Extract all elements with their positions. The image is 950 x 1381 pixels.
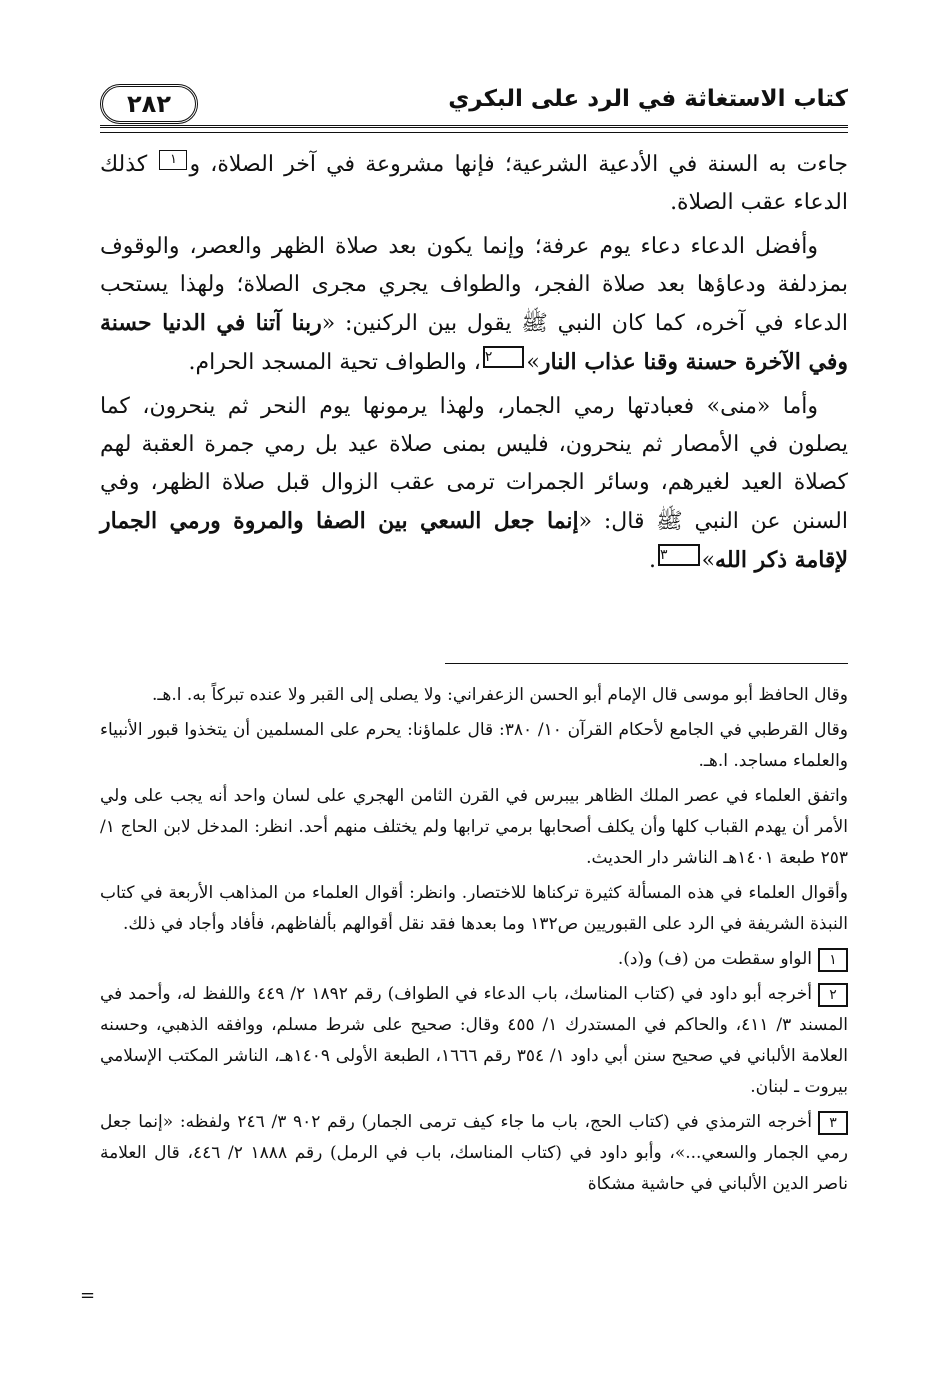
paragraph-1-text: جاءت به السنة في الأدعية الشرعية؛ فإنها مشروعة في آخر الصلاة، و [189, 152, 848, 177]
footnote-separator [445, 663, 848, 664]
paragraph-3-text: وأما «منى» فعبادتها رمي الجمار، ولهذا يرمونها يوم النحر ثم ينحرون، كما يصلون في الأمصار ثم ينحرون، فليس بمنى صلاة عيد بل رمي جمرة العقبة لهم كصلاة العيد لغيرهم، وسائر الجمرات ترمى عقب الزوال قبل صلاة الظهر، وفي السنن عن النبي ﷺ قال: « [100, 394, 849, 534]
footnotes [100, 680, 848, 1204]
footnote-continued-4: وأقوال العلماء في هذه المسألة كثيرة تركناها للاختصار. وانظر: أقوال العلماء من المذاهب الأربعة في كتاب النبذة الشريفة في الرد على القبوريين ص١٣٢ وما بعدها فقد نقل أقوالهم بألفاظهم، فأفاد وأجاد في ذلك. [100, 883, 848, 934]
paragraph-1-text-end: كذلك الدعاء عقب الصلاة. [100, 152, 848, 215]
page-number: ٢٨٢ [127, 90, 171, 118]
footnote-2 [100, 979, 848, 1103]
main-text [100, 146, 848, 586]
header-rule [100, 125, 848, 128]
quote-hadith: إنما جعل السعي بين الصفا والمروة ورمي الجمار لإقامة ذكر الله [100, 508, 848, 573]
header-rule-thin [100, 132, 848, 133]
footnote-continued-1: وقال الحافظ أبو موسى قال الإمام أبو الحسن الزعفراني: ولا يصلى إلى القبر ولا عنده تبركاً به. ا.هـ. [152, 685, 848, 705]
quote-close: » [526, 350, 540, 375]
footnote-continued-2: وقال القرطبي في الجامع لأحكام القرآن ١٠/ ٣٨٠: قال علماؤنا: يحرم على المسلمين أن يتخذوا قبور الأنبياء والعلماء مساجد. ا.هـ. [100, 720, 848, 771]
quote-prayer: ربنا آتنا في الدنيا حسنة وفي الآخرة حسنة وقنا عذاب النار [100, 310, 848, 375]
footnote-1 [100, 944, 848, 975]
footnote-ref-2[interactable]: ٢ [483, 346, 525, 368]
footnote-ref-1[interactable]: ١ [159, 150, 187, 170]
footnote-1-text: الواو سقطت من (ف) و(د). [617, 949, 812, 969]
paragraph-2 [100, 228, 848, 382]
footnote-3 [100, 1107, 848, 1200]
paragraph-3 [100, 388, 848, 580]
footnote-2-number: ٢ [818, 983, 848, 1007]
page-number-badge [100, 84, 198, 124]
footnote-1-number: ١ [818, 948, 848, 972]
quote-close: » [701, 548, 716, 573]
paragraph-1 [100, 146, 848, 222]
paragraph-3-text-end: . [649, 548, 657, 573]
footnote-continued-3: واتفق العلماء في عصر الملك الظاهر بيبرس في القرن الثامن الهجري على لسان واحد أنه يجب على ولي الأمر أن يهدم القباب كلها وأن يكلف أصحابها برمي ترابها ولم يختلف منهم أحد. انظر: المدخل لابن الحاج ١/ ٢٥٣ طبعة ١٤٠١هـ الناشر دار الحديث. [100, 786, 848, 868]
paragraph-2-text: وأفضل الدعاء دعاء يوم عرفة؛ وإنما يكون بعد صلاة الظهر والعصر، والوقوف بمزدلفة ودعاؤها بعد صلاة الفجر، والطواف يجري مجرى الصلاة؛ ولهذا يستحب الدعاء في آخره، كما كان النبي ﷺ يقول بين الركنين: « [100, 234, 848, 336]
footnote-3-number: ٣ [818, 1111, 848, 1135]
running-title: كتاب الاستغاثة في الرد على البكري [448, 86, 848, 112]
continuation-mark: = [80, 1285, 96, 1306]
footnote-3-text: أخرجه الترمذي في (كتاب الحج، باب ما جاء كيف ترمى الجمار) رقم ٩٠٢ ٣/ ٢٤٦ ولفظه: «إنما جعل رمي الجمار والسعي...»، وأبو داود في (كتاب المناسك، باب في الرمل) رقم ١٨٨٨ ٢/ ٤٤٦، قال العلامة ناصر الدين الألباني في حاشية مشكاة [100, 1112, 849, 1194]
paragraph-2-text-end: ، والطواف تحية المسجد الحرام. [188, 350, 481, 375]
footnote-ref-3[interactable]: ٣ [658, 544, 700, 566]
page-header [100, 80, 848, 140]
footnote-2-text: أخرجه أبو داود في (كتاب المناسك، باب الدعاء في الطواف) رقم ١٨٩٢ ٢/ ٤٤٩ واللفظ له، وأحمد في المسند ٣/ ٤١١، والحاكم في المستدرك ١/ ٤٥٥ وقال: صحيح على شرط مسلم، ووافقه الذهبي، وحسنه العلامة الألباني في صحيح سنن أبي داود ١/ ٣٥٤ رقم ١٦٦٦، الطبعة الأولى ١٤٠٩هـ، الناشر المكتب الإسلامي بيروت ـ لبنان. [100, 984, 849, 1097]
